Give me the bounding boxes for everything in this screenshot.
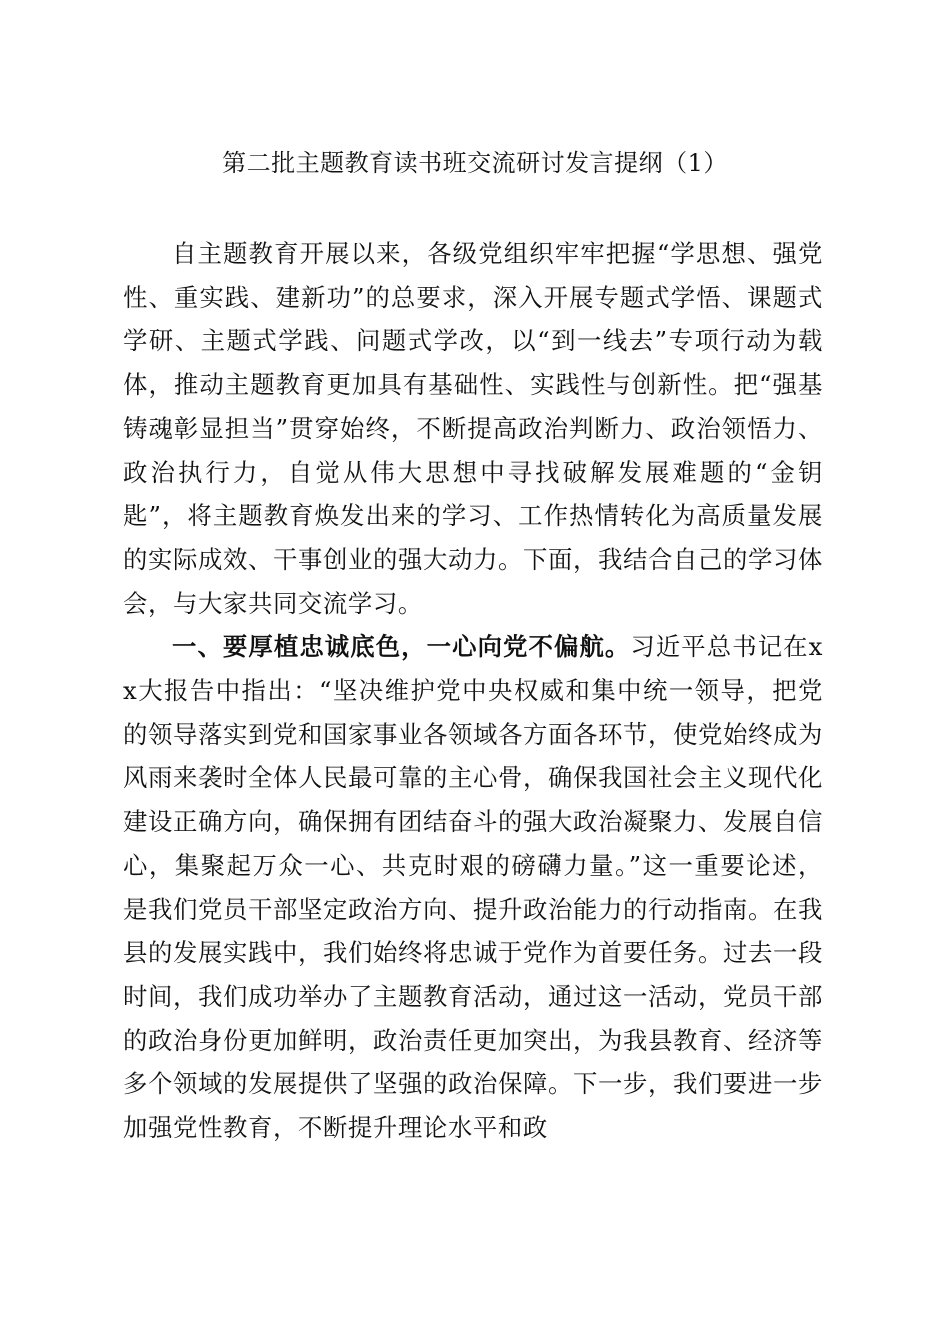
intro-paragraph-text: 自主题教育开展以来，各级党组织牢牢把握“学思想、强党性、重实践、建新功”的总要求，深入开展专题式学悟、课题式学研、主题式学践、问题式学改，以“到一线去”专项行动为载体，推动主题教育更加具有基础性、实践性与创新性。把“强基铸魂彰显担当”贯穿始终，不断提高政治判断力、政治领悟力、政治执行力，自觉从伟大思想中寻找破解发展难题的“金钥匙”，将主题教育焕发出来的学习、工作热情转化为高质量发展的实际成效、干事创业的强大动力。下面，我结合自己的学习体会，与大家共同交流学习。 — [123, 239, 823, 618]
section-one-paragraph — [123, 625, 823, 1149]
document-title: 第二批主题教育读书班交流研讨发言提纲（1） — [222, 149, 728, 177]
section-one-text: 习近平总书记在xx大报告中指出：“坚决维护党中央权威和集中统一领导，把党的领导落实到党和国家事业各领域各方面各环节，使党始终成为风雨来袭时全体人民最可靠的主心骨，确保我国社会主义现代化建设正确方向，确保拥有团结奋斗的强大政治凝聚力、发展自信心，集聚起万众一心、共克时艰的磅礴力量。”这一重要论述，是我们党员干部坚定政治方向、提升政治能力的行动指南。在我县的发展实践中，我们始终将忠诚于党作为首要任务。过去一段时间，我们成功举办了主题教育活动，通过这一活动，党员干部的政治身份更加鲜明，政治责任更加突出，为我县教育、经济等多个领域的发展提供了坚强的政治保障。下一步，我们要进一步加强党性教育，不断提升理论水平和政 — [123, 632, 823, 1143]
intro-paragraph — [123, 232, 823, 625]
section-one-heading: 一、要厚植忠诚底色，一心向党不偏航。 — [172, 632, 631, 662]
document-body — [123, 232, 823, 1150]
